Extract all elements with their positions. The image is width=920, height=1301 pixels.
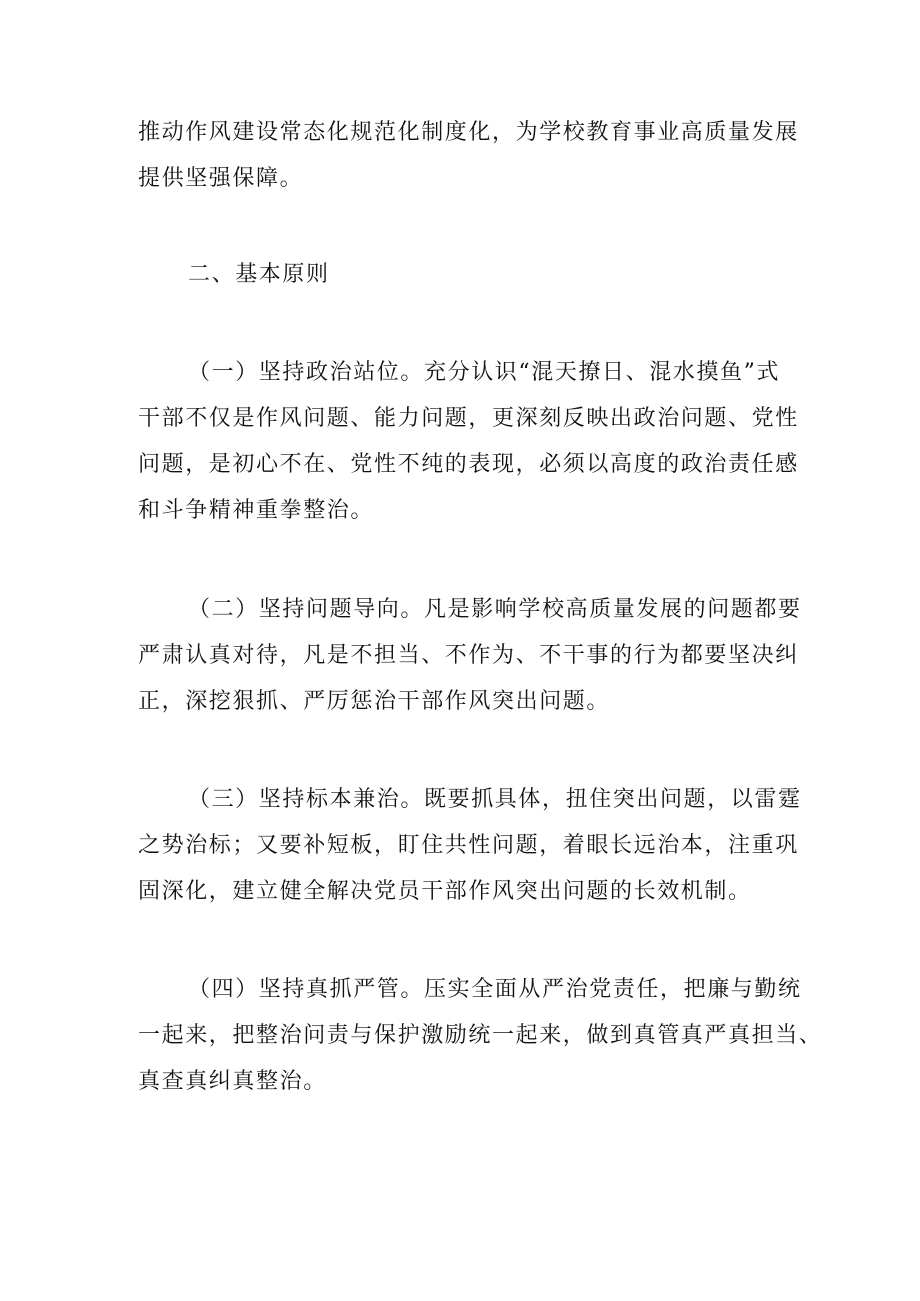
text-line: 问题，是初心不在、党性不纯的表现，必须以高度的政治责任感 [138, 452, 799, 477]
text-line: （一）坚持政治站位。充分认识“混天撩日、混水摸鱼”式 [188, 360, 781, 385]
text-line: 一起来，把整治问责与保护激励统一起来，做到真管真严真担当、 [138, 1023, 823, 1048]
paragraph-principle-3 [138, 777, 808, 915]
text-line: 严肃认真对待，凡是不担当、不作为、不干事的行为都要坚决纠 [138, 643, 799, 668]
text-line: （二）坚持问题导向。凡是影响学校高质量发展的问题都要 [188, 597, 802, 622]
paragraph-continuation [138, 110, 808, 202]
text-line: 提供坚强保障。 [138, 166, 304, 191]
text-line: 真查真纠真整治。 [138, 1069, 327, 1094]
text-line: 干部不仅是作风问题、能力问题，更深刻反映出政治问题、党性 [138, 406, 799, 431]
text-line: 固深化，建立健全解决党员干部作风突出问题的长效机制。 [138, 879, 752, 904]
paragraph-principle-4 [138, 967, 823, 1105]
paragraph-principle-1 [138, 350, 808, 534]
section-heading [138, 252, 808, 298]
text-line: 和斗争精神重拳整治。 [138, 498, 375, 523]
text-line: 正，深挖狠抓、严厉惩治干部作风突出问题。 [138, 689, 611, 714]
text-line: （四）坚持真抓严管。压实全面从严治党责任，把廉与勤统 [188, 977, 802, 1002]
paragraph-principle-2 [138, 587, 808, 725]
heading-text: 二、基本原则 [188, 262, 330, 287]
text-line: （三）坚持标本兼治。既要抓具体，扭住突出问题，以雷霆 [188, 787, 802, 812]
text-line: 推动作风建设常态化规范化制度化，为学校教育事业高质量发展 [138, 120, 799, 145]
text-line: 之势治标；又要补短板，盯住共性问题，着眼长远治本，注重巩 [138, 833, 799, 858]
